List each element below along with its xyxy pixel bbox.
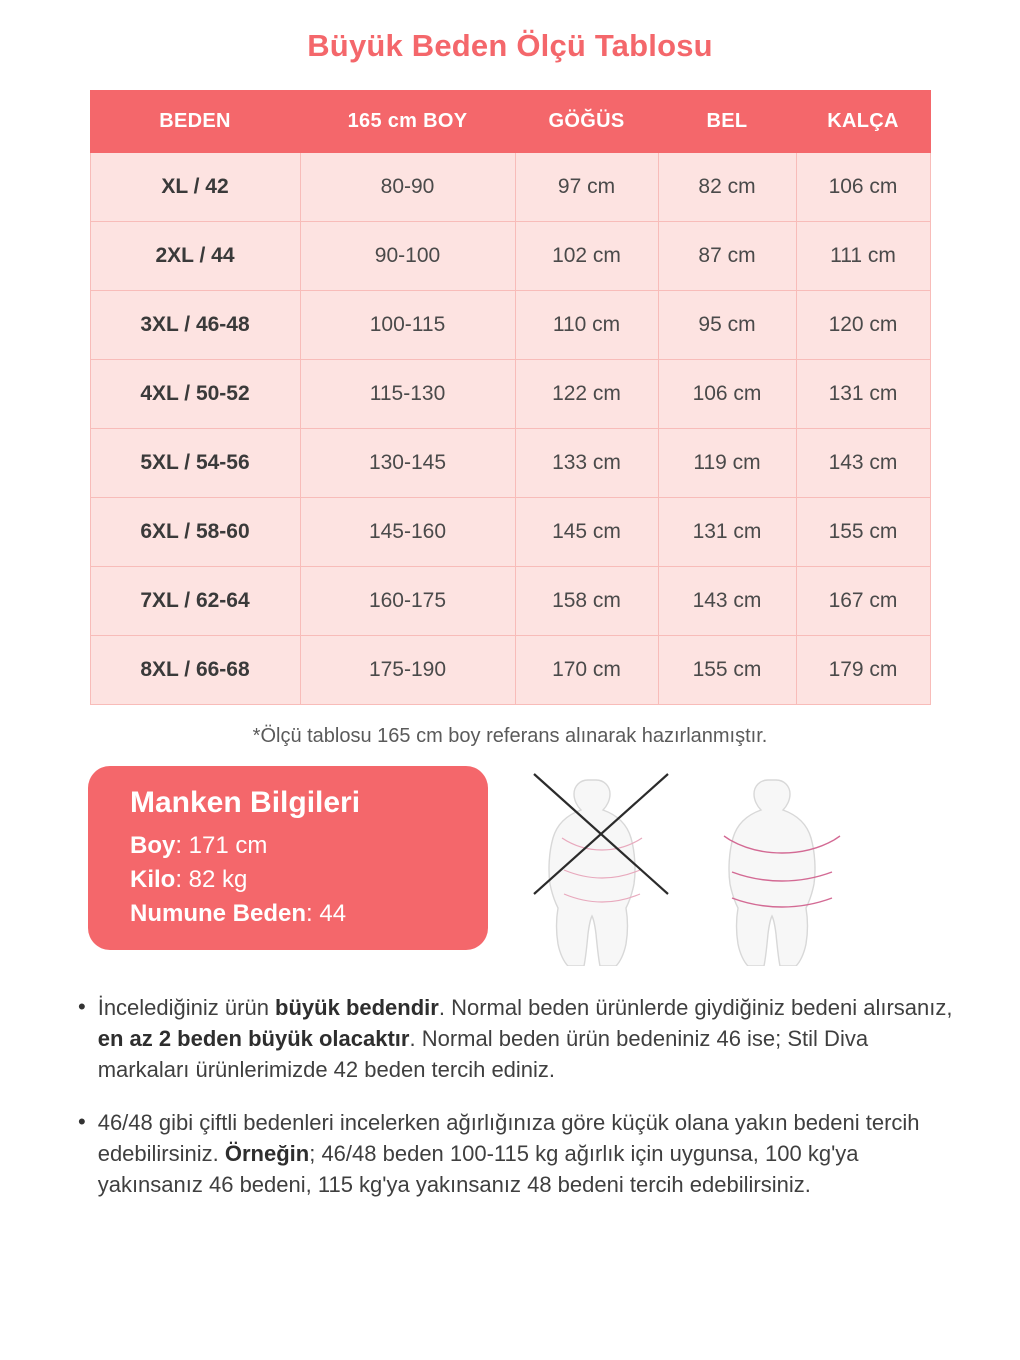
table-row [90,636,930,705]
cell-size: 5XL / 54-56 [90,429,300,498]
list-item [78,992,960,1085]
model-weight-value: : 82 kg [175,866,248,893]
cell-value: 145-160 [300,498,515,567]
cell-value: 133 cm [515,429,658,498]
cell-size: 6XL / 58-60 [90,498,300,567]
cell-value: 87 cm [658,222,796,291]
model-weight-row [130,866,488,894]
page-title: Büyük Beden Ölçü Tablosu [307,28,713,63]
column-header-gogus: GÖĞÜS [515,91,658,153]
cell-value: 143 cm [796,429,930,498]
cell-value: 82 cm [658,153,796,222]
model-info-card [88,766,488,950]
cell-value: 160-175 [300,567,515,636]
note-emphasis: büyük bedendir [275,995,439,1020]
list-item [78,1107,960,1200]
body-measurement-figures [516,766,936,966]
cell-value: 95 cm [658,291,796,360]
column-header-bel: BEL [658,91,796,153]
note-emphasis: Örneğin [224,1141,310,1166]
measured-body-figure [729,780,815,966]
cell-size: 7XL / 62-64 [90,567,300,636]
model-height-label: Boy [130,832,176,859]
cell-value: 97 cm [515,153,658,222]
cell-size: 8XL / 66-68 [90,636,300,705]
column-header-beden: BEDEN [90,91,300,153]
cell-value: 110 cm [515,291,658,360]
table-row [90,222,930,291]
model-card-title: Manken Bilgileri [130,786,361,819]
cell-value: 131 cm [658,498,796,567]
cell-value: 120 cm [796,291,930,360]
cell-value: 80-90 [300,153,515,222]
model-sample-size-value: : 44 [306,900,347,927]
cell-value: 179 cm [796,636,930,705]
cell-value: 106 cm [658,360,796,429]
cell-value: 111 cm [796,222,930,291]
note-span: 46/48 gibi çiftli bedenleri incelerken ağırlığınıza göre küçük olana yakın bedeni tercih edebilirsiniz. [97,1110,920,1166]
table-row [90,153,930,222]
notes-list [0,992,1020,1200]
cell-size: XL / 42 [90,153,300,222]
column-header-boy: 165 cm BOY [300,91,515,153]
cell-value: 102 cm [515,222,658,291]
figures-svg [516,766,936,966]
bullet-dot-icon: • [78,994,86,1019]
cell-value: 170 cm [515,636,658,705]
cell-value: 167 cm [796,567,930,636]
bullet-dot-icon: • [78,1109,86,1134]
table-row [90,429,930,498]
column-header-kalca: KALÇA [796,91,930,153]
cell-size: 3XL / 46-48 [90,291,300,360]
note-span: İncelediğiniz ürün [97,995,276,1020]
cell-value: 130-145 [300,429,515,498]
table-row [90,360,930,429]
table-note: *Ölçü tablosu 165 cm boy referans alınarak hazırlanmıştır. [252,725,768,747]
cell-value: 119 cm [658,429,796,498]
note-span: . Normal beden ürünlerde giydiğiniz bedeni alırsanız, [438,995,953,1020]
cell-value: 143 cm [658,567,796,636]
cell-value: 106 cm [796,153,930,222]
cell-value: 122 cm [515,360,658,429]
note-emphasis: en az 2 beden büyük olacaktır [97,1026,410,1051]
cell-value: 131 cm [796,360,930,429]
table-row [90,291,930,360]
note-text [98,992,960,1085]
model-height-value: : 171 cm [175,832,268,859]
cell-value: 175-190 [300,636,515,705]
model-sample-size-row [130,900,488,928]
note-text [98,1107,960,1200]
note-span: . Normal beden ürün bedeniniz 46 ise; Stil Diva markaları ürünlerimizde 42 beden tercih ediniz. [97,1026,869,1082]
cell-value: 158 cm [515,567,658,636]
cell-value: 100-115 [300,291,515,360]
cell-value: 155 cm [658,636,796,705]
model-sample-size-label: Numune Beden [130,900,307,927]
cell-size: 4XL / 50-52 [90,360,300,429]
model-info-section [0,766,1020,966]
cell-value: 155 cm [796,498,930,567]
cell-value: 90-100 [300,222,515,291]
cell-size: 2XL / 44 [90,222,300,291]
table-row [90,498,930,567]
size-chart-table [90,90,931,705]
crossed-out-body-figure [549,780,635,966]
note-span: ; 46/48 beden 100-115 kg ağırlık için uygunsa, 100 kg'ya yakınsanız 46 bedeni, 115 kg'ya yakınsanız 48 bedeni tercih edebilirsiniz. [97,1141,859,1197]
table-row [90,567,930,636]
model-height-row [130,832,488,860]
model-weight-label: Kilo [130,866,176,893]
cell-value: 115-130 [300,360,515,429]
table-header-row [90,91,930,153]
cell-value: 145 cm [515,498,658,567]
